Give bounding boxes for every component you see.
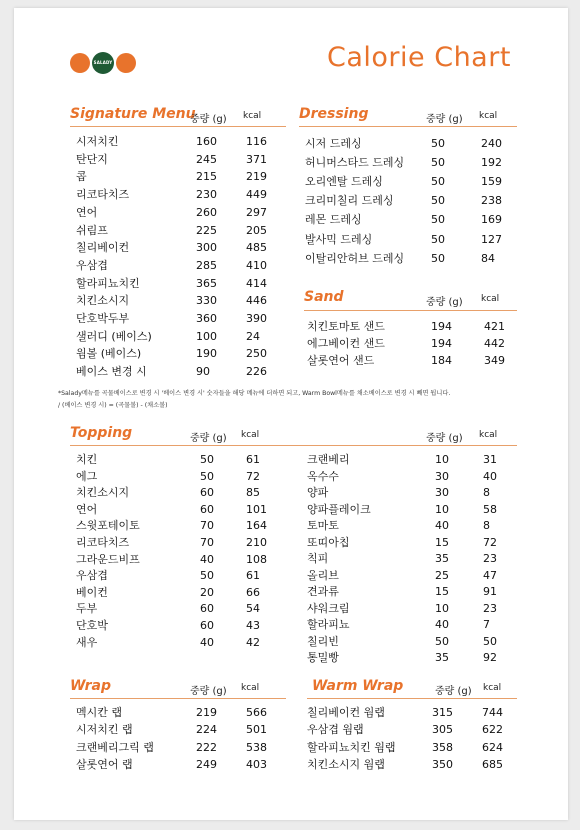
item-kcal: 50 [483, 634, 497, 648]
item-weight: 50 [431, 137, 445, 150]
item-name: 리코타치즈 [76, 188, 130, 202]
item-kcal: 24 [246, 329, 260, 343]
item-kcal: 159 [481, 175, 502, 189]
item-weight: 50 [431, 175, 445, 189]
item-kcal: 622 [482, 723, 503, 737]
item-name: 칠리베이컨 [76, 241, 130, 255]
item-name: 샐러디 (베이스) [76, 329, 152, 343]
item-name: 견과류 [307, 585, 339, 598]
topping-rule [70, 445, 517, 446]
item-kcal: 219 [246, 170, 267, 184]
item-kcal: 414 [246, 276, 267, 290]
item-weight: 15 [435, 535, 449, 549]
sand-rule [304, 310, 517, 311]
topping-right-weight-header: 중량 (g) [426, 433, 463, 444]
item-weight: 10 [435, 502, 449, 516]
item-kcal: 297 [246, 205, 267, 219]
item-name: 토마토 [307, 519, 339, 532]
item-weight: 90 [196, 365, 210, 379]
topping-title: Topping [70, 425, 133, 441]
item-name: 새우 [76, 635, 98, 649]
item-name: 콥 [76, 170, 87, 184]
item-weight: 184 [431, 354, 452, 367]
item-weight: 60 [200, 502, 214, 516]
item-weight: 60 [200, 602, 214, 616]
item-kcal: 8 [483, 519, 490, 532]
item-kcal: 164 [246, 519, 267, 533]
item-weight: 60 [200, 486, 214, 500]
item-kcal: 101 [246, 502, 267, 516]
item-name: 발사믹 드레싱 [305, 232, 373, 246]
item-name: 양파플레이크 [307, 502, 371, 516]
item-name: 탄단지 [76, 152, 108, 166]
item-kcal: 54 [246, 602, 260, 616]
item-weight: 194 [431, 320, 452, 333]
item-kcal: 43 [246, 619, 260, 632]
item-weight: 315 [432, 706, 453, 719]
item-name: 쉬림프 [76, 223, 108, 237]
item-kcal: 250 [246, 347, 267, 361]
item-weight: 10 [435, 453, 449, 466]
item-name: 할라피뇨치킨 웜랩 [307, 740, 396, 754]
item-name: 웜볼 (베이스) [76, 347, 142, 361]
item-name: 허니머스타드 드레싱 [305, 156, 405, 170]
item-name: 옥수수 [307, 469, 339, 483]
sand-weight-header: 중량 (g) [426, 297, 463, 308]
calorie-chart-sheet [14, 8, 568, 820]
item-name: 베이컨 [76, 585, 108, 599]
item-weight: 50 [435, 634, 449, 648]
item-kcal: 446 [246, 294, 267, 308]
item-kcal: 421 [484, 320, 505, 333]
item-name: 치킨소시지 [76, 486, 130, 500]
item-weight: 30 [435, 469, 449, 483]
item-name: 두부 [76, 602, 98, 616]
signature-rule [70, 126, 286, 127]
item-name: 칠리빈 [307, 634, 339, 648]
item-weight: 35 [435, 552, 449, 565]
item-weight: 285 [196, 258, 217, 272]
item-weight: 215 [196, 170, 217, 184]
signature-kcal-header: kcal [243, 111, 262, 121]
item-kcal: 91 [483, 585, 497, 598]
item-name: 살롯연어 샌드 [307, 354, 375, 367]
item-weight: 25 [435, 568, 449, 582]
page-title: Calorie Chart [327, 42, 511, 73]
item-kcal: 238 [481, 194, 502, 208]
wrap-weight-header: 중량 (g) [190, 686, 227, 697]
item-kcal: 42 [246, 635, 260, 649]
item-kcal: 566 [246, 706, 267, 719]
item-weight: 350 [432, 757, 453, 771]
item-kcal: 192 [481, 156, 502, 170]
item-name: 샤워크림 [307, 601, 350, 615]
item-weight: 330 [196, 294, 217, 308]
topping-weight-header: 중량 (g) [190, 433, 227, 444]
item-name: 이탈리안허브 드레싱 [305, 251, 405, 265]
item-weight: 219 [196, 706, 217, 719]
item-name: 시저 드레싱 [305, 137, 362, 150]
item-kcal: 410 [246, 258, 267, 272]
item-kcal: 47 [483, 568, 497, 582]
warm-wrap-title: Warm Wrap [312, 678, 404, 694]
item-weight: 50 [431, 232, 445, 246]
item-name: 또띠아칩 [307, 535, 350, 549]
item-name: 크리미칠리 드레싱 [305, 194, 394, 208]
item-name: 양파 [307, 486, 329, 499]
item-kcal: 226 [246, 365, 267, 379]
item-weight: 224 [196, 723, 217, 737]
item-weight: 230 [196, 188, 217, 202]
item-name: 오리엔탈 드레싱 [305, 175, 383, 189]
item-name: 살롯연어 랩 [76, 757, 133, 771]
item-kcal: 116 [246, 135, 267, 148]
signature-weight-header: 중량 (g) [190, 114, 227, 125]
warm-wrap-kcal-header: kcal [483, 683, 502, 693]
item-name: 연어 [76, 205, 98, 219]
item-weight: 40 [435, 618, 449, 631]
item-kcal: 240 [481, 137, 502, 150]
item-weight: 260 [196, 205, 217, 219]
item-name: 연어 [76, 502, 98, 516]
item-name: 칙피 [307, 552, 329, 565]
topping-kcal-header: kcal [241, 430, 260, 440]
base-change-note-line2: / (베이스 변경 시) = (곡물볼) - (채소볼) [58, 402, 168, 409]
item-kcal: 538 [246, 740, 267, 754]
item-weight: 249 [196, 757, 217, 771]
item-name: 단호박 [76, 619, 108, 632]
item-weight: 100 [196, 329, 217, 343]
item-name: 에그베이컨 샌드 [307, 337, 385, 350]
item-weight: 40 [435, 519, 449, 532]
logo-right-dot [116, 53, 136, 73]
item-weight: 300 [196, 241, 217, 255]
item-name: 베이스 변경 시 [76, 365, 147, 379]
item-weight: 15 [435, 585, 449, 598]
item-weight: 40 [200, 635, 214, 649]
item-weight: 245 [196, 152, 217, 166]
item-kcal: 624 [482, 740, 503, 754]
item-name: 시저치킨 랩 [76, 723, 133, 737]
item-name: 단호박두부 [76, 312, 130, 325]
item-kcal: 7 [483, 618, 490, 631]
item-weight: 50 [200, 453, 214, 466]
logo-badge: SALADY [92, 52, 114, 74]
item-weight: 10 [435, 601, 449, 615]
item-kcal: 485 [246, 241, 267, 255]
item-kcal: 127 [481, 232, 502, 246]
item-weight: 50 [431, 251, 445, 265]
item-name: 할라피뇨치킨 [76, 276, 140, 290]
item-weight: 50 [431, 156, 445, 170]
item-name: 크랜베리 [307, 453, 350, 466]
topping-right-kcal-header: kcal [479, 430, 498, 440]
item-weight: 35 [435, 651, 449, 664]
item-kcal: 61 [246, 569, 260, 583]
dressing-kcal-header: kcal [479, 111, 498, 121]
item-weight: 360 [196, 312, 217, 325]
item-name: 우삼겹 [76, 569, 108, 583]
item-weight: 358 [432, 740, 453, 754]
item-weight: 70 [200, 536, 214, 549]
dressing-rule [299, 126, 517, 127]
item-name: 에그 [76, 469, 98, 483]
item-kcal: 61 [246, 453, 260, 466]
item-weight: 30 [435, 486, 449, 499]
item-kcal: 403 [246, 757, 267, 771]
item-kcal: 92 [483, 651, 497, 664]
base-change-note-line1: *Salady메뉴를 곡물베이스로 변경 시 '베이스 변경 시' 숫자들을 해당 메뉴에 더하면 되고, Warm Bowl메뉴를 채소베이스로 변경 시 빼면 됩니다. [58, 390, 451, 397]
item-kcal: 210 [246, 536, 267, 549]
item-weight: 50 [200, 469, 214, 483]
item-kcal: 84 [481, 251, 495, 265]
item-kcal: 108 [246, 552, 267, 566]
item-weight: 160 [196, 135, 217, 148]
item-weight: 20 [200, 585, 214, 599]
item-name: 스윗포테이토 [76, 519, 140, 533]
item-kcal: 685 [482, 757, 503, 771]
item-weight: 222 [196, 740, 217, 754]
item-name: 그라운드비프 [76, 552, 140, 566]
item-name: 리코타치즈 [76, 536, 130, 549]
item-kcal: 72 [246, 469, 260, 483]
item-kcal: 66 [246, 585, 260, 599]
item-name: 올리브 [307, 568, 339, 582]
sand-kcal-header: kcal [481, 294, 500, 304]
item-kcal: 31 [483, 453, 497, 466]
item-kcal: 58 [483, 502, 497, 516]
item-weight: 60 [200, 619, 214, 632]
item-weight: 365 [196, 276, 217, 290]
item-name: 할라피뇨 [307, 618, 350, 631]
item-name: 치킨토마토 샌드 [307, 320, 385, 333]
item-weight: 40 [200, 552, 214, 566]
item-name: 치킨소시지 웜랩 [307, 757, 385, 771]
item-kcal: 40 [483, 469, 497, 483]
item-kcal: 744 [482, 706, 503, 719]
item-kcal: 501 [246, 723, 267, 737]
item-name: 크랜베리그릭 랩 [76, 740, 154, 754]
item-name: 시저치킨 [76, 135, 119, 148]
item-weight: 70 [200, 519, 214, 533]
item-name: 칠리베이컨 웜랩 [307, 706, 385, 719]
logo-left-dot [70, 53, 90, 73]
item-kcal: 442 [484, 337, 505, 350]
item-kcal: 23 [483, 601, 497, 615]
warm-wrap-weight-header: 중량 (g) [435, 686, 472, 697]
wrap-kcal-header: kcal [241, 683, 260, 693]
item-name: 우삼겹 [76, 258, 108, 272]
item-name: 통밀빵 [307, 651, 339, 664]
item-kcal: 449 [246, 188, 267, 202]
item-kcal: 23 [483, 552, 497, 565]
wrap-rule [70, 698, 286, 699]
item-weight: 50 [200, 569, 214, 583]
item-name: 치킨소시지 [76, 294, 130, 308]
item-name: 멕시칸 랩 [76, 706, 123, 719]
item-weight: 225 [196, 223, 217, 237]
signature-title: Signature Menu [70, 106, 196, 122]
item-weight: 50 [431, 213, 445, 227]
item-kcal: 8 [483, 486, 490, 499]
item-weight: 50 [431, 194, 445, 208]
item-kcal: 371 [246, 152, 267, 166]
item-kcal: 205 [246, 223, 267, 237]
item-weight: 305 [432, 723, 453, 737]
wrap-title: Wrap [70, 678, 111, 694]
item-weight: 194 [431, 337, 452, 350]
warm-wrap-rule [307, 698, 517, 699]
item-name: 치킨 [76, 453, 98, 466]
item-kcal: 349 [484, 354, 505, 367]
item-weight: 190 [196, 347, 217, 361]
item-kcal: 85 [246, 486, 260, 500]
item-kcal: 169 [481, 213, 502, 227]
item-kcal: 390 [246, 312, 267, 325]
item-name: 레몬 드레싱 [305, 213, 362, 227]
sand-title: Sand [304, 289, 344, 305]
item-name: 우삼겹 웜랩 [307, 723, 364, 737]
item-kcal: 72 [483, 535, 497, 549]
dressing-title: Dressing [299, 106, 369, 122]
dressing-weight-header: 중량 (g) [426, 114, 463, 125]
